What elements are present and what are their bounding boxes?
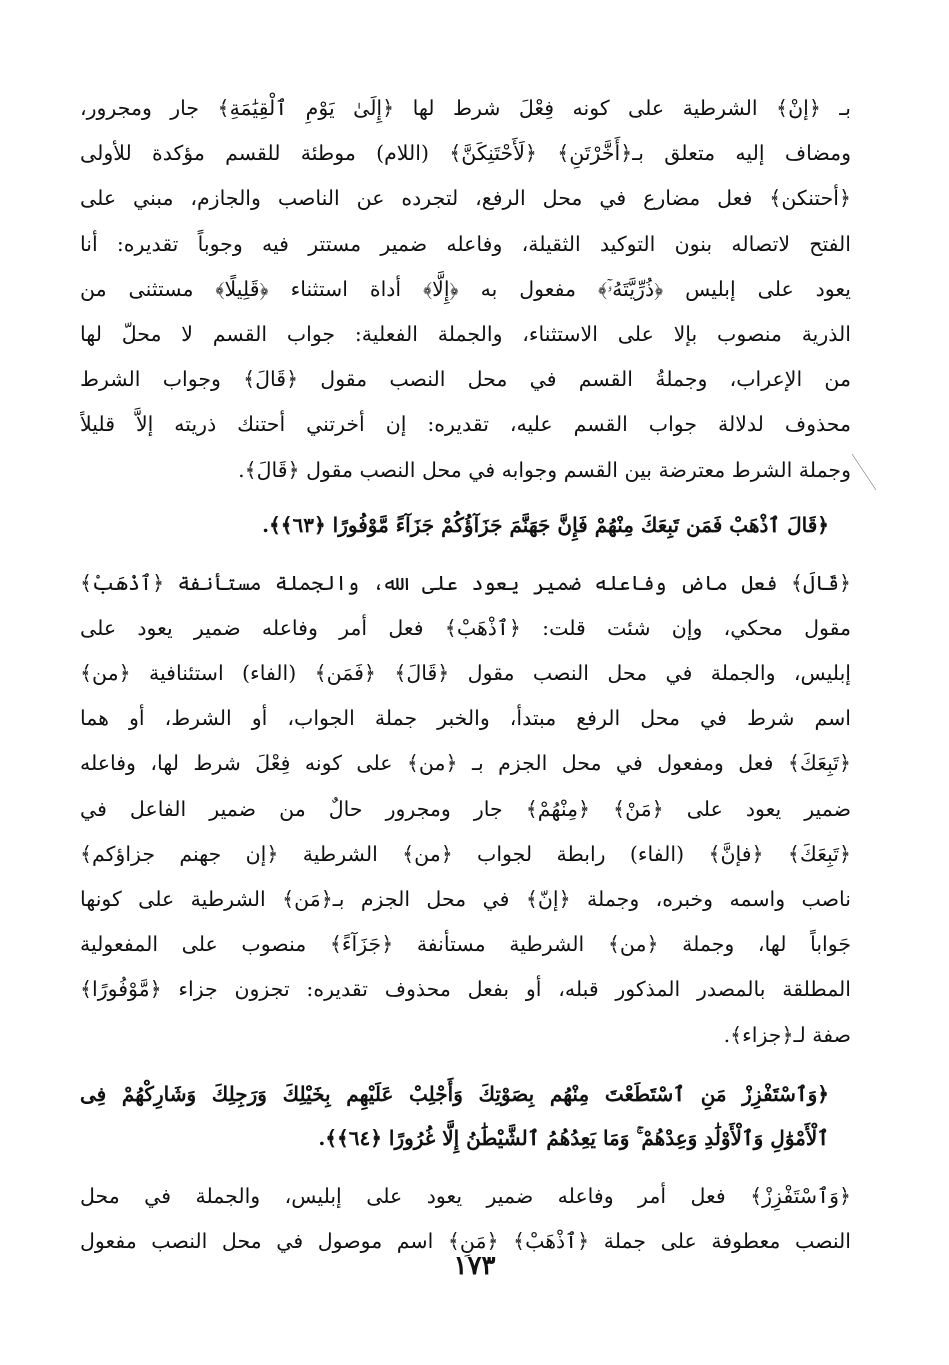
text-line: بـ ﴿إنْ﴾ الشرطية على كونه فِعْلَ شرط لها ﴿إِلَىٰ يَوْمِ ٱلْقِيَٰمَةِ﴾ جار ومجرور، xyxy=(80,96,851,120)
quran-verse-64 xyxy=(80,1072,851,1160)
text-line: المطلقة بالمصدر المذكور قبله، أو بفعل محذوف تقديره: تجزون جزاء ﴿مَّوْفُورًا﴾ xyxy=(80,977,851,1002)
text-line: ناصب واسمه وخبره، وجملة ﴿إنّ﴾ في محل الجزم بـ﴿مَن﴾ الشرطية على كونها xyxy=(80,887,851,911)
margin-pen-mark xyxy=(850,452,878,492)
text-line: ﴿وَٱسْتَفْزِزْ﴾ فعل أمر وفاعله ضمير يعود على إبليس، والجملة في محل xyxy=(80,1183,851,1208)
text-line: ﴿قَالَ﴾ فعل ماض وفاعله ضمير يعود على الله، والجملة مستأنفة ﴿ٱذْهَبْ﴾ xyxy=(80,570,851,595)
verse-line: ﴿قَالَ ٱذْهَبْ فَمَن تَبِعَكَ مِنْهُمْ فَإِنَّ جَهَنَّمَ جَزَآؤُكُمْ جَزَآءً مَّوْفُورًا ﴿٦٣﴾﴾. xyxy=(262,512,829,537)
paragraph-2 xyxy=(80,561,851,1058)
text-line: الفتح لاتصاله بنون التوكيد الثقيلة، وفاعله ضمير مستتر فيه وجوباً تقديره: أنا xyxy=(80,231,851,256)
text-line: جَواباً لها، وجملة ﴿من﴾ الشرطية مستأنفة ﴿جَزَآءً﴾ منصوب على المفعولية xyxy=(80,932,851,957)
text-line: مقول محكي، وإن شئت قلت: ﴿ٱذْهَبْ﴾ فعل أمر وفاعله ضمير يعود على xyxy=(80,615,851,640)
text-line: صفة لـ﴿جزاء﴾. xyxy=(723,1022,851,1047)
text-line: ﴿تَبِعَكَ﴾ ﴿فإنَّ﴾ (الفاء) رابطة لجواب ﴿من﴾ الشرطية ﴿إن جهنم جزاؤكم﴾ xyxy=(80,841,851,866)
verse-line: ﴿وَٱسْتَفْزِزْ مَنِ ٱسْتَطَعْتَ مِنْهُم بِصَوْتِكَ وَأَجْلِبْ عَلَيْهِم بِخَيْلِكَ وَرَجِلِكَ وَشَارِكْهُمْ فِى xyxy=(80,1081,829,1106)
text-line: محذوف لدلالة جواب القسم عليه، تقديره: إن أخرتني أحتنك ذريته إلاَّ قليلاً xyxy=(80,412,851,437)
text-line: اسم شرط في محل الرفع مبتدأ، والخبر جملة الجواب، أو الشرط، أو هما xyxy=(80,706,851,731)
paragraph-1 xyxy=(80,86,851,493)
text-line: ومضاف إليه متعلق بـ﴿أَخَّرْتَنِ﴾ ﴿لَأَحْتَنِكَنَّ﴾ (اللام) موطئة للقسم مؤكدة للأولى xyxy=(80,141,851,166)
text-line: يعود على إبليس ﴿ذُرِّيَّتَهُۥٓ﴾ مفعول به ﴿إِلَّا﴾ أداة استثناء ﴿قَلِيلًا﴾ مستثنى من xyxy=(80,276,851,301)
quran-verse-63 xyxy=(80,503,851,547)
text-line: الذرية منصوب بإلا على الاستثناء، والجملة الفعلية: جواب القسم لا محلّ لها xyxy=(80,321,851,346)
text-line: من الإعراب، وجملةُ القسم في محل النصب مقول ﴿قَالَ﴾ وجواب الشرط xyxy=(80,367,851,392)
verse-line: ٱلْأَمْوَٰلِ وَٱلْأَوْلَٰدِ وَعِدْهُمْ ۚ وَمَا يَعِدُهُمُ ٱلشَّيْطَٰنُ إِلَّا غُرُورًا ﴿٦٤﴾﴾. xyxy=(318,1125,829,1150)
text-line: ﴿أحتنكن﴾ فعل مضارع في محل الرفع، لتجرده عن الناصب والجازم، مبني على xyxy=(80,186,851,211)
text-line: النصب معطوفة على جملة ﴿ٱذْهَبْ﴾ ﴿مَنِ﴾ اسم موصول في محل النصب مفعول xyxy=(80,1228,851,1253)
text-line: إبليس، والجملة في محل النصب مقول ﴿قَالَ﴾ ﴿فَمَن﴾ (الفاء) استئنافية ﴿من﴾ xyxy=(80,661,851,686)
page-number: ١٧٣ xyxy=(453,1251,496,1281)
text-line: ضمير يعود على ﴿مَنْ﴾ ﴿مِنْهُمْ﴾ جار ومجرور حالٌ من ضمير الفاعل في xyxy=(80,796,851,821)
text-line: وجملة الشرط معترضة بين القسم وجوابه في محل النصب مقول ﴿قَالَ﴾. xyxy=(238,457,851,482)
text-line: ﴿تَبِعَكَ﴾ فعل ومفعول في محل الجزم بـ ﴿من﴾ على كونه فِعْلَ شرط لها، وفاعله xyxy=(80,751,851,776)
